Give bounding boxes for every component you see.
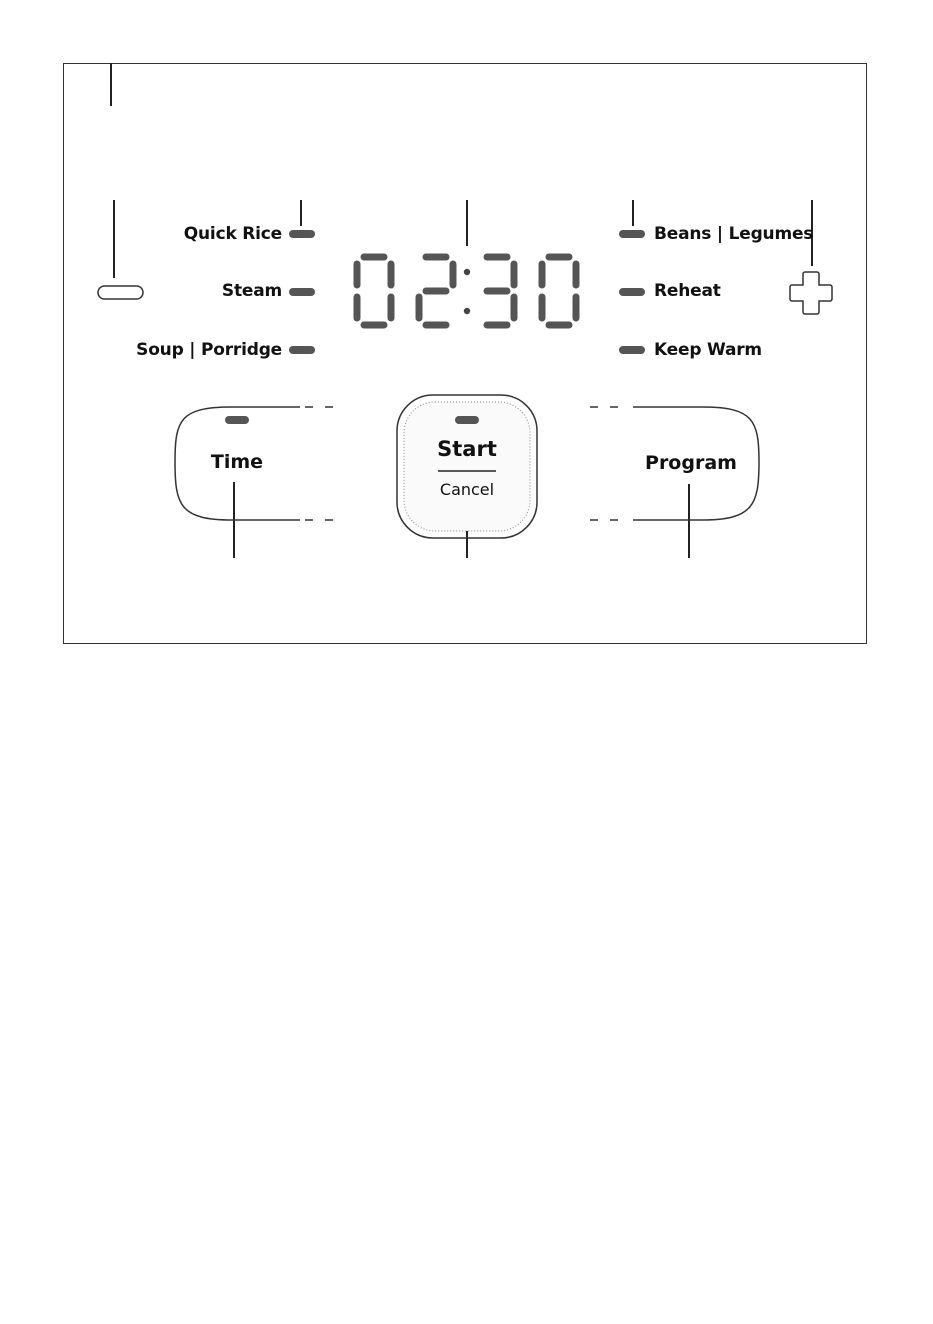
program-label-beans-legumes: Beans | Legumes <box>654 224 814 244</box>
minus-icon[interactable] <box>98 286 143 299</box>
start-label[interactable]: Start <box>437 437 497 461</box>
colon-dot-1 <box>464 269 470 275</box>
time-display <box>357 257 576 325</box>
program-label-soup-porridge: Soup | Porridge <box>136 340 282 360</box>
program-label-quick-rice: Quick Rice <box>183 224 282 244</box>
start-led <box>455 416 479 424</box>
program-button-label[interactable]: Program <box>645 452 737 474</box>
cancel-label[interactable]: Cancel <box>439 480 495 499</box>
program-label-steam: Steam <box>221 281 282 301</box>
program-label-reheat: Reheat <box>654 281 721 301</box>
colon-dot-2 <box>464 308 470 314</box>
plus-icon[interactable] <box>790 272 832 314</box>
time-button-label[interactable]: Time <box>210 451 264 473</box>
program-label-keep-warm: Keep Warm <box>654 340 762 360</box>
time-led <box>225 416 249 424</box>
